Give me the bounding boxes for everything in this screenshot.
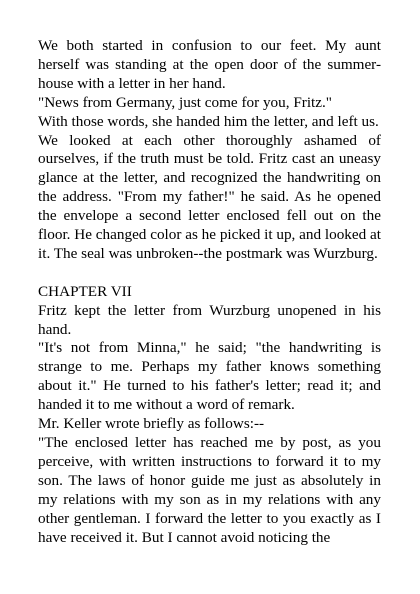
paragraph-aunt-arrives: We both started in confusion to our feet. My aunt herself was standing at the open door of the summer-house with a letter in her hand. — [38, 37, 381, 92]
paragraph-not-from-minna: "It's not from Minna," he said; "the handwriting is strange to me. Perhaps my father knows something about it." He turned to his father's letter; read it; and handed it to me without a word of remark. — [38, 339, 381, 414]
chapter-heading: CHAPTER VII — [38, 282, 132, 300]
paragraph-news-from-germany: "News from Germany, just come for you, Fritz." — [38, 93, 333, 111]
document-page — [38, 37, 381, 547]
paragraph-keller-letter: "The enclosed letter has reached me by post, as you perceive, with written instructions to forward it to my son. The laws of honor guide me just as absolutely in my relations with my son as in my relations with any other gentleman. I forward the letter to you exactly as I have received it. But I cannot avoid noticing the — [38, 434, 381, 546]
paragraph-keller-wrote: Mr. Keller wrote briefly as follows:-- — [38, 415, 265, 433]
paragraph-second-letter: We looked at each other thoroughly ashamed of ourselves, if the truth must be told. Fritz cast an uneasy glance at the letter, and recognized the handwriting on the address. "From my father!" he said. As he opened the envelope a second letter enclosed fell out on the floor. He changed color as he picked it up, and looked at it. The seal was unbroken--the postmark was Wurzburg. — [38, 131, 381, 262]
paragraph-letter-unopened: Fritz kept the letter from Wurzburg unopened in his hand. — [38, 301, 381, 338]
paragraph-aunt-leaves: With those words, she handed him the letter, and left us. — [38, 112, 379, 130]
